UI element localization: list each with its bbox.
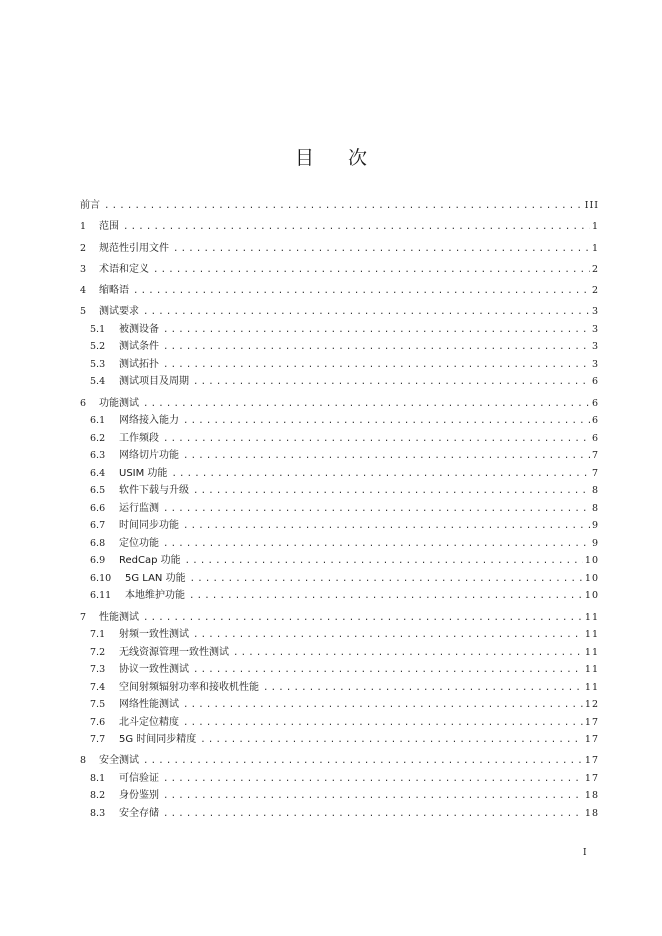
toc-entry-number: 5.4 xyxy=(90,376,106,388)
toc-entry-number: 6.10 xyxy=(90,572,112,584)
toc-entry-label: 网络性能测试 xyxy=(119,699,179,711)
toc-entry[interactable] xyxy=(80,197,599,215)
toc-dot-leader xyxy=(123,219,590,237)
toc-dot-leader xyxy=(183,697,583,715)
toc-entry-label: 5G LAN 功能 xyxy=(125,572,186,584)
toc-dot-leader xyxy=(263,680,583,698)
toc-entry-label: 时间同步功能 xyxy=(119,520,179,532)
toc-entry[interactable] xyxy=(80,570,599,588)
toc-entry-label: 测试项目及周期 xyxy=(119,376,189,388)
toc-dot-leader xyxy=(185,553,583,571)
toc-entry-page: 17 xyxy=(584,716,599,728)
toc-entry[interactable] xyxy=(80,321,599,339)
toc-entry[interactable] xyxy=(80,626,599,644)
toc-dot-leader xyxy=(190,571,583,589)
toc-entry-page: 17 xyxy=(584,755,599,767)
toc-entry-page: 9 xyxy=(591,520,599,532)
toc-entry-label: RedCap 功能 xyxy=(119,555,181,567)
toc-entry-label: 无线资源管理一致性测试 xyxy=(119,646,229,658)
toc-entry-number: 6.11 xyxy=(90,590,112,602)
toc-entry-label: 缩略语 xyxy=(99,285,129,297)
toc-entry-page: 18 xyxy=(584,807,599,819)
toc-entry-number: 7 xyxy=(80,611,87,623)
toc-entry-label: 网络切片功能 xyxy=(119,450,179,462)
toc-entry-page: 10 xyxy=(584,590,599,602)
toc-dot-leader xyxy=(163,771,583,789)
toc-entry-number: 6.5 xyxy=(90,485,106,497)
toc-dot-leader xyxy=(193,662,583,680)
toc-entry[interactable] xyxy=(80,395,599,413)
toc-entry-page: 1 xyxy=(591,221,599,233)
toc-entry-label: 规范性引用文件 xyxy=(99,242,169,254)
toc-entry-label: 被测设备 xyxy=(119,323,159,335)
toc-entry-page: 3 xyxy=(591,323,599,335)
toc-dot-leader xyxy=(163,357,590,375)
toc-dot-leader xyxy=(183,518,590,536)
toc-entry-page: 9 xyxy=(591,537,599,549)
toc-entry-page: 1 xyxy=(591,242,599,254)
toc-entry-page: 11 xyxy=(584,611,599,623)
toc-entry-page: 11 xyxy=(584,664,599,676)
toc-dot-leader xyxy=(104,198,583,216)
toc-dot-leader xyxy=(163,322,590,340)
toc-entry[interactable] xyxy=(80,552,599,570)
toc-entry[interactable] xyxy=(80,412,599,430)
toc-entry-page: 6 xyxy=(591,376,599,388)
toc-entry[interactable] xyxy=(80,805,599,823)
toc-dot-leader xyxy=(233,645,583,663)
toc-entry[interactable] xyxy=(80,282,599,300)
toc-entry[interactable] xyxy=(80,714,599,732)
toc-entry-page: 6 xyxy=(591,397,599,409)
toc-entry-page: 12 xyxy=(584,699,599,711)
toc-entry-label: 测试拓扑 xyxy=(119,358,159,370)
footer-page-number: I xyxy=(583,848,587,858)
toc-entry-page: 6 xyxy=(591,415,599,427)
toc-dot-leader xyxy=(183,715,583,733)
toc-entry-label: 性能测试 xyxy=(99,611,139,623)
toc-entry-number: 6.1 xyxy=(90,415,106,427)
toc-entry-number: 7.1 xyxy=(90,629,106,641)
toc-entry-number: 7.5 xyxy=(90,699,106,711)
toc-entry-number: 7.7 xyxy=(90,734,106,746)
toc-dot-leader xyxy=(183,413,590,431)
toc-entry[interactable] xyxy=(80,609,599,627)
toc-entry-number: 4 xyxy=(80,285,87,297)
toc-dot-leader xyxy=(143,396,590,414)
toc-dot-leader xyxy=(163,431,590,449)
toc-entry-number: 8.2 xyxy=(90,790,106,802)
toc-entry[interactable] xyxy=(80,447,599,465)
toc-entry-page: 11 xyxy=(584,629,599,641)
toc-entry-label: 空间射频辐射功率和接收机性能 xyxy=(119,681,259,693)
toc-entry-page: 8 xyxy=(591,485,599,497)
toc-entry-label: 本地维护功能 xyxy=(125,590,185,602)
toc-entry-page: 17 xyxy=(584,734,599,746)
title-char-2: 次 xyxy=(348,147,368,169)
toc-entry-label: 定位功能 xyxy=(119,537,159,549)
toc-dot-leader xyxy=(133,283,590,301)
toc-entry[interactable] xyxy=(80,465,599,483)
toc-entry-page: 2 xyxy=(591,285,599,297)
toc-entry-label: 射频一致性测试 xyxy=(119,629,189,641)
toc-entry-number: 6.6 xyxy=(90,502,106,514)
toc-entry[interactable] xyxy=(80,661,599,679)
toc-entry-label: 功能测试 xyxy=(99,397,139,409)
toc-dot-leader xyxy=(189,588,583,606)
toc-entry-number: 6.7 xyxy=(90,520,106,532)
toc-entry-label: 工作频段 xyxy=(119,432,159,444)
toc-dot-leader xyxy=(171,466,590,484)
toc-entry[interactable] xyxy=(80,240,599,258)
toc-entry[interactable] xyxy=(80,731,599,749)
toc-entry[interactable] xyxy=(80,770,599,788)
toc-entry-number: 6.4 xyxy=(90,467,106,479)
toc-entry[interactable] xyxy=(80,535,599,553)
toc-entry-number: 2 xyxy=(80,242,87,254)
toc-entry-number: 6.8 xyxy=(90,537,106,549)
table-of-contents xyxy=(80,197,599,822)
toc-entry[interactable] xyxy=(80,356,599,374)
toc-entry-page: 7 xyxy=(591,467,599,479)
toc-entry-page: 18 xyxy=(584,790,599,802)
toc-entry-number: 5.3 xyxy=(90,358,106,370)
toc-entry-label: 测试要求 xyxy=(99,306,139,318)
toc-entry-number: 8.3 xyxy=(90,807,106,819)
toc-entry-number: 5.1 xyxy=(90,323,106,335)
toc-entry[interactable] xyxy=(80,430,599,448)
toc-entry-label: 术语和定义 xyxy=(99,263,149,275)
toc-entry[interactable] xyxy=(80,482,599,500)
page-title xyxy=(0,143,662,170)
toc-entry-page: 10 xyxy=(584,572,599,584)
toc-dot-leader xyxy=(143,753,583,771)
toc-entry-label: 安全测试 xyxy=(99,755,139,767)
toc-entry-label: 网络接入能力 xyxy=(119,415,179,427)
toc-entry-label: 身份鉴别 xyxy=(119,790,159,802)
toc-entry-number: 8 xyxy=(80,755,87,767)
toc-dot-leader xyxy=(193,374,590,392)
toc-dot-leader xyxy=(163,501,590,519)
toc-entry-label: 测试条件 xyxy=(119,341,159,353)
toc-entry[interactable] xyxy=(80,679,599,697)
toc-dot-leader xyxy=(163,339,590,357)
toc-entry[interactable] xyxy=(80,500,599,518)
toc-entry-page: 7 xyxy=(591,450,599,462)
toc-dot-leader xyxy=(163,536,590,554)
toc-entry-number: 1 xyxy=(80,221,87,233)
toc-dot-leader xyxy=(193,627,583,645)
toc-entry-number: 7.6 xyxy=(90,716,106,728)
toc-entry-label: 协议一致性测试 xyxy=(119,664,189,676)
toc-dot-leader xyxy=(163,788,583,806)
toc-entry-number: 5.2 xyxy=(90,341,106,353)
toc-entry-page: 17 xyxy=(584,772,599,784)
toc-entry[interactable] xyxy=(80,517,599,535)
toc-dot-leader xyxy=(173,241,590,259)
toc-entry-number: 7.4 xyxy=(90,681,106,693)
toc-entry-page: 2 xyxy=(591,263,599,275)
toc-entry-number: 7.2 xyxy=(90,646,106,658)
toc-entry[interactable] xyxy=(80,787,599,805)
toc-entry-label: 5G 时间同步精度 xyxy=(119,734,197,746)
toc-entry-label: 范围 xyxy=(99,221,119,233)
toc-entry-label: 运行监测 xyxy=(119,502,159,514)
toc-entry[interactable] xyxy=(80,338,599,356)
toc-dot-leader xyxy=(143,610,583,628)
toc-entry[interactable] xyxy=(80,696,599,714)
toc-entry-page: 11 xyxy=(584,681,599,693)
toc-entry-number: 6 xyxy=(80,397,87,409)
toc-entry-number: 8.1 xyxy=(90,772,106,784)
toc-entry[interactable] xyxy=(80,261,599,279)
toc-entry-number: 6.9 xyxy=(90,555,106,567)
toc-entry[interactable] xyxy=(80,644,599,662)
toc-dot-leader xyxy=(200,732,583,750)
toc-entry[interactable] xyxy=(80,587,599,605)
toc-dot-leader xyxy=(153,262,590,280)
toc-entry-page: 6 xyxy=(591,432,599,444)
toc-dot-leader xyxy=(163,806,583,824)
toc-entry-page: 11 xyxy=(584,646,599,658)
toc-entry-label: 北斗定位精度 xyxy=(119,716,179,728)
toc-entry-label: 软件下载与升级 xyxy=(119,485,189,497)
toc-entry-page: 3 xyxy=(591,341,599,353)
toc-dot-leader xyxy=(143,304,590,322)
toc-entry-label: 安全存储 xyxy=(119,807,159,819)
toc-entry[interactable] xyxy=(80,303,599,321)
toc-entry-page: 3 xyxy=(591,358,599,370)
toc-entry-page: III xyxy=(584,200,599,211)
toc-entry-page: 8 xyxy=(591,502,599,514)
toc-entry-number: 7.3 xyxy=(90,664,106,676)
toc-entry[interactable] xyxy=(80,752,599,770)
toc-entry-label: USIM 功能 xyxy=(119,467,168,479)
toc-entry-number: 3 xyxy=(80,263,87,275)
toc-entry-label: 前言 xyxy=(80,200,100,211)
toc-entry-number: 5 xyxy=(80,306,87,318)
title-char-1: 目 xyxy=(294,147,314,169)
toc-entry-label: 可信验证 xyxy=(119,772,159,784)
toc-entry-number: 6.3 xyxy=(90,450,106,462)
toc-entry[interactable] xyxy=(80,218,599,236)
toc-entry[interactable] xyxy=(80,373,599,391)
toc-entry-number: 6.2 xyxy=(90,432,106,444)
toc-dot-leader xyxy=(193,483,590,501)
toc-entry-page: 3 xyxy=(591,306,599,318)
toc-dot-leader xyxy=(183,448,590,466)
toc-entry-page: 10 xyxy=(584,555,599,567)
